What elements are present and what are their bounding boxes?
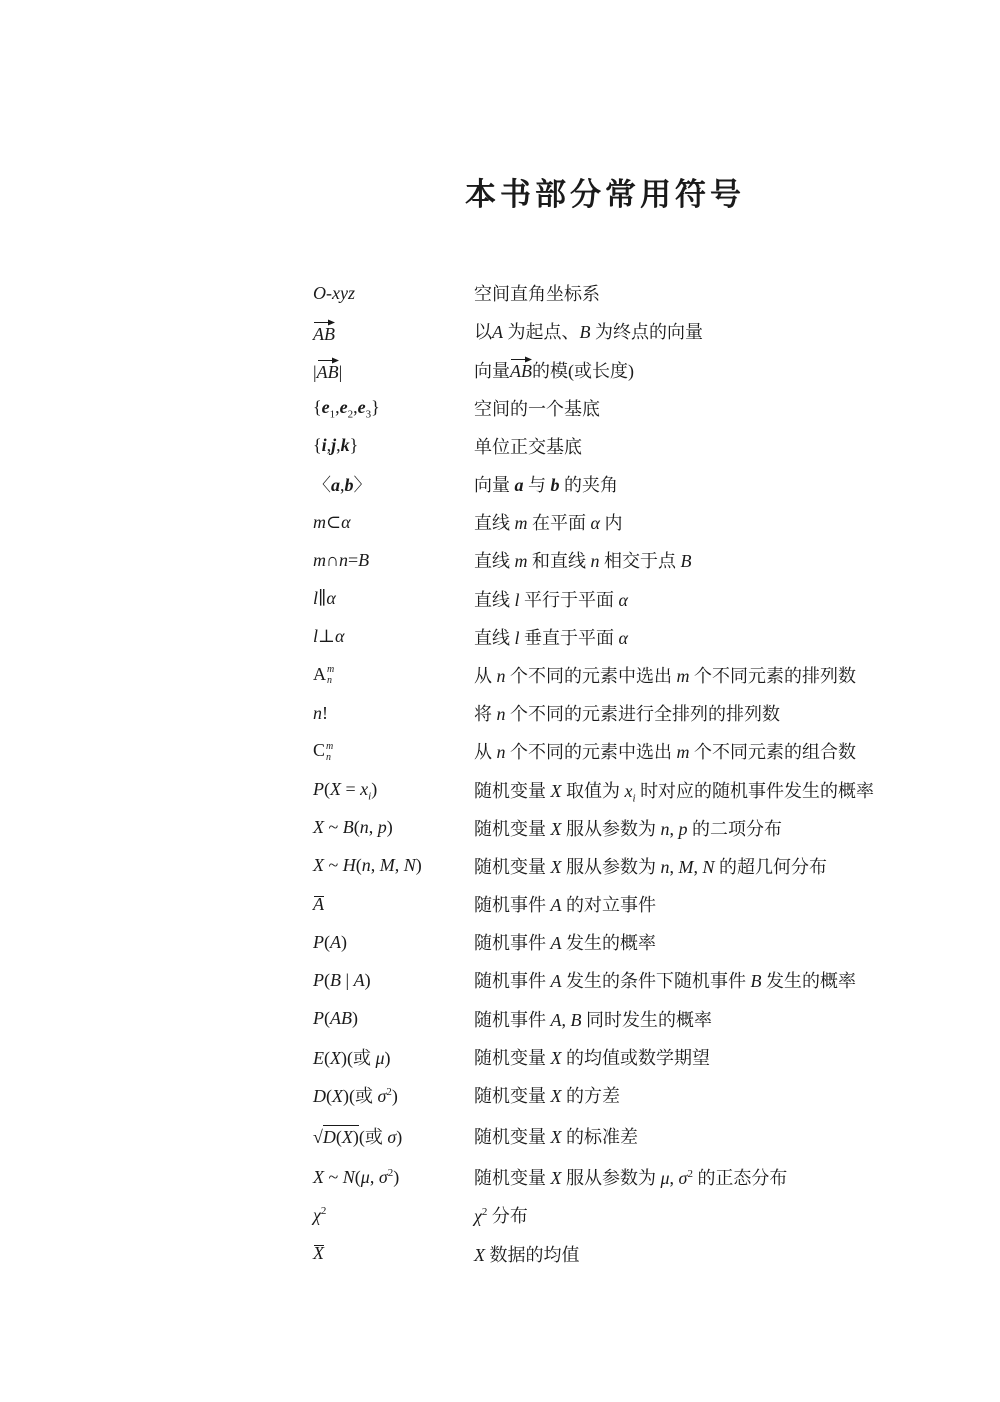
description-cell: 从 n 个不同的元素中选出 m 个不同元素的排列数 [474, 665, 856, 686]
symbol-row [313, 465, 953, 503]
symbol-cell: X ~ N(μ, $\sigma^2$) [313, 1166, 400, 1187]
page-title: 本书部分常用符号 [465, 177, 745, 213]
symbol-cell: l∥α [313, 588, 336, 609]
symbol-cell: $\{e_1,e_2,e_3\}$ [313, 397, 380, 421]
description-cell: 直线 m 和直线 n 相交于点 B [474, 551, 692, 572]
description-cell: 向量AB的模(或长度) [474, 355, 953, 383]
symbol-cell: $\chi^2$ [313, 1204, 327, 1225]
symbol-cell: m∩n=B [313, 549, 370, 570]
symbol-row [313, 1196, 953, 1234]
symbol-row [313, 427, 953, 465]
symbol-row [313, 541, 953, 579]
symbol-row [313, 656, 953, 694]
description-cell: 以A 为起点、B 为终点的向量 [474, 322, 703, 343]
symbol-cell: D(X)(或 $\sigma^2$) [313, 1086, 398, 1107]
symbol-cell: X ~ H(n, M, N) [313, 855, 422, 876]
symbol-row [313, 1000, 953, 1038]
symbol-row [313, 923, 953, 961]
symbol-row [313, 618, 953, 656]
symbol-row [313, 1114, 953, 1158]
description-cell: 空间的一个基底 [474, 398, 600, 419]
description-cell: 将 n 个不同的元素进行全排列的排列数 [474, 704, 780, 725]
description-cell: 随机事件 A 的对立事件 [474, 895, 656, 916]
description-cell: 直线 m 在平面 α 内 [474, 513, 623, 534]
description-cell: 空间直角坐标系 [474, 284, 600, 305]
symbol-cell: A [313, 893, 324, 914]
symbol-row [313, 580, 953, 618]
symbol-cell: X [313, 1243, 324, 1264]
symbol-cell: O-xyz [313, 282, 355, 303]
symbol-row [313, 312, 953, 350]
symbol-row [313, 694, 953, 732]
symbol-cell: X ~ B(n, p) [313, 817, 393, 838]
symbol-row [313, 1235, 953, 1273]
symbol-cell: √D(X)(或 σ) [313, 1127, 403, 1148]
description-cell: 随机变量 X 取值为 $x_i$ 时对应的随机事件发生的概率 [474, 780, 875, 805]
symbol-row [313, 732, 953, 770]
description-cell: 直线 l 平行于平面 α [474, 589, 628, 610]
symbol-row [313, 770, 953, 808]
symbol-row [313, 274, 953, 312]
symbol-cell: $P(X = x_i)$ [313, 779, 378, 803]
description-cell: 单位正交基底 [474, 436, 582, 457]
symbol-cell: E(X)(或 μ) [313, 1047, 391, 1068]
symbol-cell: n! [313, 702, 328, 723]
symbol-row [313, 350, 953, 388]
description-cell: 随机变量 X 服从参数为 n, M, N 的超几何分布 [474, 856, 828, 877]
description-cell: 随机事件 A 发生的概率 [474, 933, 656, 954]
description-cell: 直线 l 垂直于平面 α [474, 627, 628, 648]
description-cell: 随机变量 X 的方差 [474, 1086, 620, 1107]
description-cell: 随机事件 A, B 同时发生的概率 [474, 1009, 712, 1030]
symbol-cell: A m n [313, 663, 335, 687]
description-cell: 随机变量 X 服从参数为 μ, $\sigma^2$ 的正态分布 [474, 1168, 788, 1189]
symbol-row [313, 1076, 953, 1114]
symbol-cell: {i,j,k} [313, 435, 359, 456]
description-cell: 从 n 个不同的元素中选出 m 个不同元素的组合数 [474, 742, 856, 763]
symbol-row [313, 389, 953, 427]
description-cell: $\chi^2$ 分布 [474, 1206, 528, 1227]
symbol-cell: P(B | A) [313, 969, 371, 990]
description-cell: 随机变量 X 服从参数为 n, p 的二项分布 [474, 818, 782, 839]
symbol-cell: l⊥α [313, 626, 345, 647]
symbol-row [313, 847, 953, 885]
symbol-cell: P(AB) [313, 1008, 358, 1029]
symbol-table [313, 274, 953, 1273]
symbol-cell: m⊂α [313, 511, 351, 532]
symbol-row [313, 809, 953, 847]
symbol-row [313, 885, 953, 923]
symbol-cell: AB [313, 318, 474, 345]
symbol-cell: P(A) [313, 931, 347, 952]
symbol-cell: C m n [313, 739, 334, 763]
symbol-row [313, 1158, 953, 1196]
symbol-cell: |AB| [313, 356, 474, 383]
description-cell: X 数据的均值 [474, 1244, 580, 1265]
symbol-row [313, 503, 953, 541]
symbol-row [313, 1038, 953, 1076]
description-cell: 随机变量 X 的标准差 [474, 1127, 638, 1148]
description-cell: 向量 a 与 b 的夹角 [474, 475, 618, 496]
symbol-row [313, 961, 953, 999]
description-cell: 随机事件 A 发生的条件下随机事件 B 发生的概率 [474, 971, 856, 992]
symbol-cell: 〈a,b〉 [313, 475, 372, 496]
description-cell: 随机变量 X 的均值或数学期望 [474, 1047, 710, 1068]
